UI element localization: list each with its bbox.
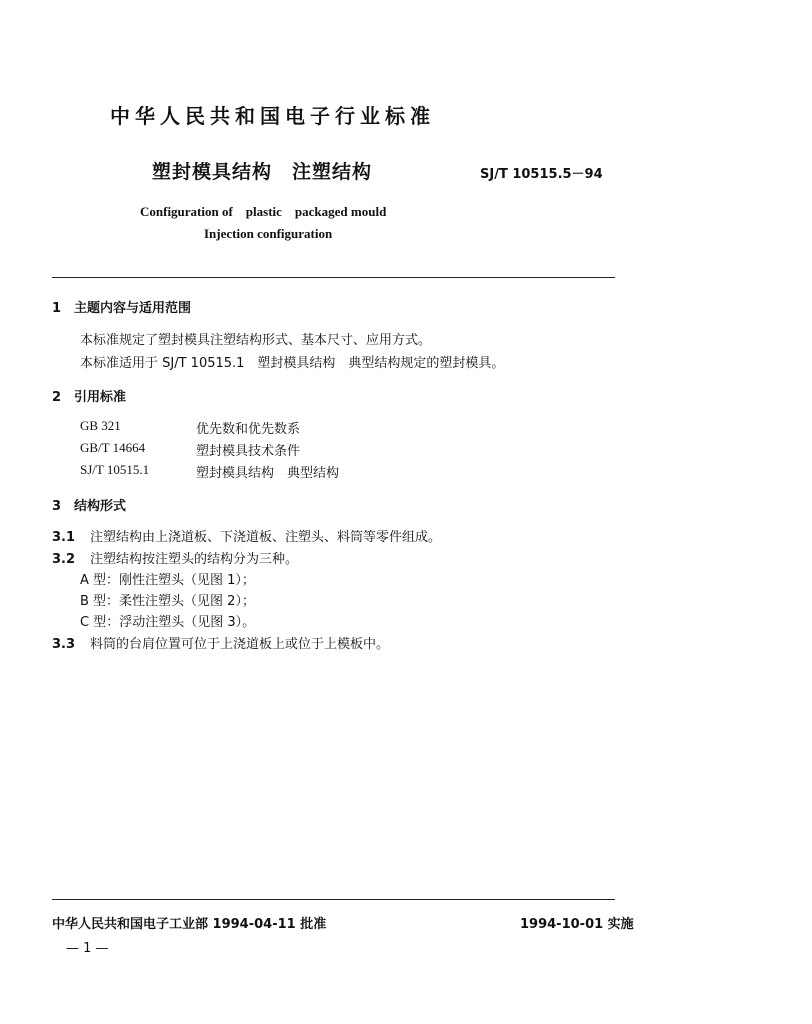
document-title-cn: 塑封模具结构 注塑结构 — [152, 161, 373, 183]
reference-name: 塑封模具结构 典型结构 — [196, 466, 340, 481]
document-title-en-line1: Configuration of plastic packaged mould — [140, 204, 387, 219]
section-title: 结构形式 — [74, 499, 127, 514]
reference-name: 塑封模具技术条件 — [196, 444, 301, 459]
section-1-heading — [52, 297, 191, 316]
approval-statement: 中华人民共和国电子工业部 1994-04-11 批准 — [52, 917, 327, 932]
reference-code: SJ/T 10515.1 — [80, 462, 150, 477]
type-a-item: A 型：刚性注塑头（见图 1）； — [80, 573, 255, 588]
document-title-en-line2: Injection configuration — [204, 226, 333, 241]
clause-text: 料筒的台肩位置可位于上浇道板上或位于上模板中。 — [90, 637, 390, 652]
clause-number: 3.3 — [52, 637, 76, 652]
header-divider — [52, 277, 615, 278]
clause-text: 注塑结构由上浇道板、下浇道板、注塑头、料筒等零件组成。 — [90, 530, 442, 545]
section-3-heading — [52, 495, 126, 514]
clause-3-1 — [52, 526, 441, 545]
page-number: — 1 — — [66, 941, 109, 956]
clause-number: 3.2 — [52, 552, 76, 567]
type-c-item: C 型：浮动注塑头（见图 3）。 — [80, 615, 256, 630]
standard-number: SJ/T 10515.5－94 — [480, 167, 603, 182]
type-b-item: B 型：柔性注塑头（见图 2）； — [80, 594, 255, 609]
clause-3-2 — [52, 548, 298, 567]
section-number: 1 — [52, 301, 62, 316]
section-2-heading — [52, 386, 126, 405]
section-1-paragraph-2: 本标准适用于 SJ/T 10515.1 塑封模具结构 典型结构规定的塑封模具。 — [80, 356, 505, 371]
footer-divider — [52, 899, 615, 900]
section-1-paragraph-1: 本标准规定了塑封模具注塑结构形式、基本尺寸、应用方式。 — [80, 333, 432, 348]
clause-text: 注塑结构按注塑头的结构分为三种。 — [90, 552, 299, 567]
reference-code: GB/T 14664 — [80, 440, 146, 455]
section-title: 引用标准 — [74, 390, 127, 405]
reference-name: 优先数和优先数系 — [196, 422, 301, 437]
section-number: 2 — [52, 390, 62, 405]
section-number: 3 — [52, 499, 62, 514]
effective-date: 1994-10-01 实施 — [520, 917, 634, 932]
section-title: 主题内容与适用范围 — [74, 301, 192, 316]
clause-number: 3.1 — [52, 530, 76, 545]
clause-3-3 — [52, 633, 389, 652]
standard-category-heading: 中华人民共和国电子行业标准 — [110, 104, 435, 128]
reference-code: GB 321 — [80, 418, 121, 433]
